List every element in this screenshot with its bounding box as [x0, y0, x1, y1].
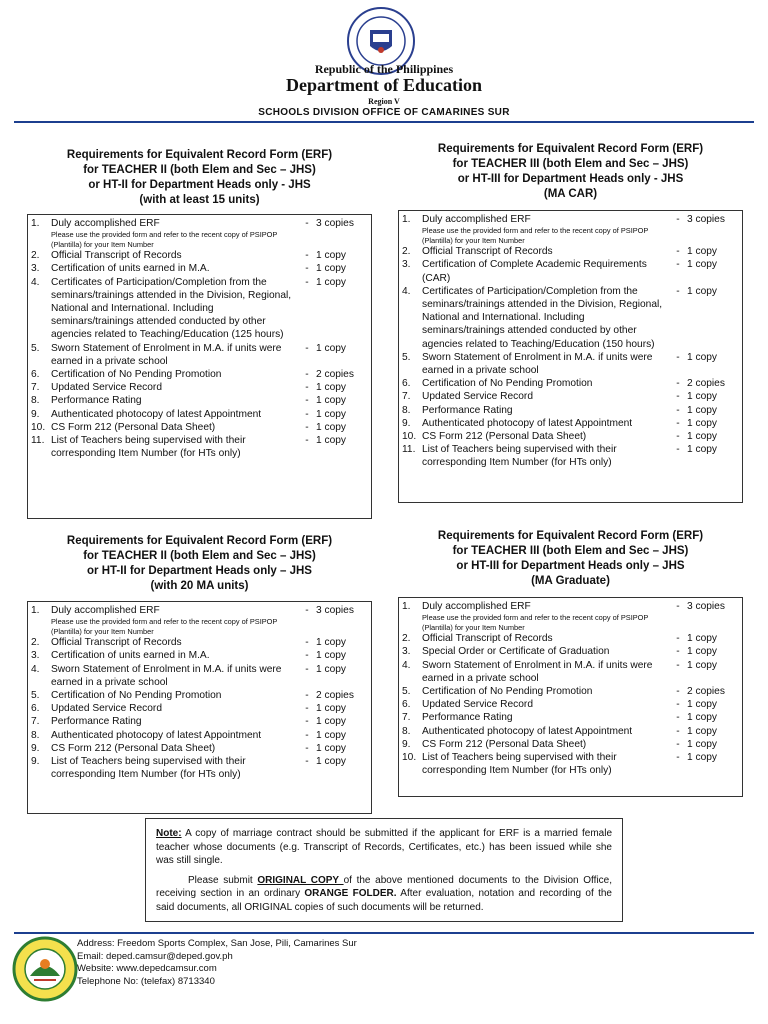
item-text [422, 725, 669, 738]
item-copies: 1 copy [687, 659, 718, 671]
item-copies: 1 copy [316, 263, 347, 275]
requirement-item [31, 394, 368, 407]
requirement-item [31, 715, 368, 728]
item-number: 8. [402, 404, 411, 416]
requirement-item [402, 213, 739, 245]
erf-section-teacher3-magrad [398, 529, 743, 589]
item-copies: 1 copy [687, 431, 718, 443]
item-copies: 1 copy [687, 725, 718, 737]
requirement-item [31, 636, 368, 649]
item-number: 3. [402, 259, 411, 271]
section-title: Requirements for Equivalent Record Form (ERF) for TEACHER III (both Elem and Sec – JHS) or HT-III for Department Heads only – JHS (MA Graduate) [437, 530, 704, 587]
item-dash: - [676, 738, 680, 750]
item-copies: 1 copy [316, 742, 347, 754]
note-text: Please submit [188, 874, 258, 886]
item-copies: 1 copy [316, 637, 347, 649]
item-dash: - [305, 605, 309, 616]
item-number: 1. [31, 218, 40, 229]
item-label: Certification of units earned in M.A. [51, 263, 210, 275]
item-number: 6. [31, 369, 40, 381]
item-number: 5. [402, 686, 411, 698]
item-number: 1. [402, 214, 411, 225]
item-label: CS Form 212 (Personal Data Sheet) [51, 421, 216, 433]
item-text [51, 368, 298, 381]
requirement-item [402, 417, 739, 430]
item-number: 7. [31, 382, 40, 394]
item-text [422, 698, 669, 711]
item-text [422, 390, 669, 403]
item-label: Performance Rating [422, 404, 513, 416]
item-label: Duly accomplished ERF [51, 605, 160, 616]
item-number: 11. [31, 435, 45, 447]
requirement-item [31, 604, 368, 636]
item-text [422, 751, 669, 777]
requirement-item [402, 698, 739, 711]
item-text [51, 604, 298, 636]
requirement-item [402, 351, 739, 377]
item-dash: - [305, 690, 309, 702]
item-copies: 1 copy [316, 421, 347, 433]
item-subnote: Please use the provided form and refer to the recent copy of PSIPOP (Plantilla) for your Item Number [51, 230, 278, 249]
header-divider [14, 121, 754, 123]
requirement-item [31, 217, 368, 249]
item-text [51, 663, 298, 689]
item-label: Certification of No Pending Promotion [422, 378, 593, 390]
item-copies: 1 copy [687, 712, 718, 724]
note-box [145, 818, 623, 922]
item-copies: 1 copy [316, 250, 347, 262]
item-text [51, 217, 298, 249]
item-dash: - [676, 351, 680, 363]
item-text [422, 377, 669, 390]
republic-label: Republic of the Philippines [314, 62, 454, 76]
item-text [51, 381, 298, 394]
item-number: 7. [31, 716, 40, 728]
item-label: Duly accomplished ERF [422, 601, 531, 612]
section-title: Requirements for Equivalent Record Form (ERF) for TEACHER II (both Elem and Sec – JHS) or HT-II for Department Heads only - JHS (with at least 15 units) [66, 149, 333, 206]
item-copies: 1 copy [316, 382, 347, 394]
item-copies: 1 copy [316, 342, 347, 354]
item-copies: 2 copies [316, 369, 354, 381]
item-label: Certification of No Pending Promotion [51, 690, 222, 702]
requirements-list [398, 210, 743, 503]
requirement-item [402, 600, 739, 632]
requirement-item [31, 276, 368, 342]
item-dash: - [305, 421, 309, 433]
requirement-item [402, 725, 739, 738]
requirement-item [31, 649, 368, 662]
contact-info [77, 938, 357, 988]
item-label: Authenticated photocopy of latest Appointment [51, 729, 262, 741]
item-number: 3. [31, 650, 40, 662]
item-number: 7. [402, 712, 411, 724]
item-number: 4. [31, 663, 40, 675]
item-dash: - [305, 729, 309, 741]
item-number: 3. [402, 646, 411, 658]
item-number: 8. [31, 395, 40, 407]
item-number: 9. [402, 417, 411, 429]
requirement-item [31, 262, 368, 275]
requirement-item [402, 738, 739, 751]
item-label: Sworn Statement of Enrolment in M.A. if units were earned in a private school [422, 659, 653, 684]
item-text [51, 689, 298, 702]
item-number: 1. [402, 601, 411, 612]
item-text [422, 685, 669, 698]
item-label: CS Form 212 (Personal Data Sheet) [422, 431, 587, 443]
item-label: Updated Service Record [51, 703, 162, 715]
item-subnote: Please use the provided form and refer to the recent copy of PSIPOP (Plantilla) for your Item Number [422, 613, 649, 632]
item-dash: - [676, 431, 680, 443]
item-label: Certification of Complete Academic Requirements (CAR) [422, 259, 647, 284]
item-dash: - [676, 444, 680, 456]
item-label: Authenticated photocopy of latest Appointment [422, 725, 633, 737]
item-number: 7. [402, 391, 411, 403]
item-dash: - [305, 218, 309, 229]
item-dash: - [305, 395, 309, 407]
item-number: 4. [402, 659, 411, 671]
item-label: Updated Service Record [51, 382, 162, 394]
item-copies: 1 copy [316, 716, 347, 728]
item-text [422, 258, 669, 284]
item-label: Certificates of Participation/Completion from the seminars/trainings attended in the Division, Regional, National and International. Including seminars/trainings attended conducted by other agencies related to Teaching/Education (150 hours) [422, 285, 663, 350]
item-text [422, 600, 669, 632]
requirement-item [402, 645, 739, 658]
item-text [51, 434, 298, 460]
item-text [422, 285, 669, 351]
footer-divider [14, 932, 754, 934]
item-number: 9. [31, 408, 40, 420]
item-label: List of Teachers being supervised with their corresponding Item Number (for HTs only) [51, 435, 246, 460]
item-number: 1. [31, 605, 40, 616]
item-copies: 1 copy [687, 351, 718, 363]
section-title: Requirements for Equivalent Record Form (ERF) for TEACHER II (both Elem and Sec – JHS) or HT-II for Department Heads only – JHS (with 20 MA units) [66, 535, 333, 592]
item-dash: - [305, 276, 309, 288]
item-number: 11. [402, 444, 416, 456]
item-text [51, 342, 298, 368]
requirement-item [402, 685, 739, 698]
item-copies: 3 copies [687, 214, 725, 225]
item-dash: - [676, 752, 680, 764]
item-copies: 1 copy [316, 408, 347, 420]
item-text [51, 715, 298, 728]
requirement-item [402, 285, 739, 351]
office-label: SCHOOLS DIVISION OFFICE OF CAMARINES SUR [258, 107, 510, 118]
item-number: 2. [402, 633, 411, 645]
requirements-list [27, 601, 372, 814]
item-text [422, 417, 669, 430]
item-number: 4. [31, 276, 40, 288]
item-label: Official Transcript of Records [422, 633, 553, 645]
item-dash: - [676, 699, 680, 711]
item-dash: - [305, 703, 309, 715]
region-label: Region V [368, 97, 400, 106]
item-number: 9. [402, 738, 411, 750]
telephone-text: Telephone No: (telefax) 8713340 [77, 975, 215, 987]
item-copies: 1 copy [687, 444, 718, 456]
item-copies: 1 copy [687, 285, 718, 297]
item-dash: - [305, 663, 309, 675]
item-number: 2. [31, 637, 40, 649]
item-number: 10. [402, 752, 417, 764]
item-text [422, 213, 669, 245]
item-text [51, 636, 298, 649]
item-copies: 1 copy [316, 276, 347, 288]
item-label: Official Transcript of Records [51, 637, 182, 649]
item-label: List of Teachers being supervised with their corresponding Item Number (for HTs only) [422, 444, 617, 469]
item-copies: 3 copies [316, 218, 354, 229]
item-dash: - [305, 650, 309, 662]
item-copies: 1 copy [316, 663, 347, 675]
item-text [51, 729, 298, 742]
item-dash: - [676, 246, 680, 258]
item-copies: 1 copy [316, 703, 347, 715]
item-text [51, 262, 298, 275]
item-text [422, 659, 669, 685]
item-label: Updated Service Record [422, 699, 533, 711]
requirement-item [31, 434, 368, 460]
item-label: Authenticated photocopy of latest Appointment [51, 408, 262, 420]
requirement-item [402, 751, 739, 777]
requirement-item [402, 659, 739, 685]
item-text [422, 245, 669, 258]
requirement-item [31, 421, 368, 434]
item-dash: - [676, 601, 680, 612]
item-text [51, 755, 298, 781]
item-number: 4. [402, 285, 411, 297]
requirement-item [402, 258, 739, 284]
requirement-item [31, 663, 368, 689]
section-title: Requirements for Equivalent Record Form (ERF) for TEACHER III (both Elem and Sec – JHS) or HT-III for Department Heads only - JHS (MA CAR) [437, 143, 704, 200]
note-text: A copy of marriage contract should be submitted if the applicant for ERF is a married female teacher whose documents (e.g. Transcript of Records, Certificates, etc.) has been issued while she was still single. [156, 828, 612, 866]
item-copies: 1 copy [687, 646, 718, 658]
item-text [51, 394, 298, 407]
item-number: 5. [31, 690, 40, 702]
requirement-item [31, 755, 368, 781]
item-label: List of Teachers being supervised with their corresponding Item Number (for HTs only) [422, 752, 617, 777]
item-copies: 1 copy [687, 404, 718, 416]
address-text: Address: Freedom Sports Complex, San Jose, Pili, Camarines Sur [77, 938, 357, 949]
requirement-item [31, 408, 368, 421]
item-number: 8. [31, 729, 40, 741]
item-label: Certification of No Pending Promotion [51, 369, 222, 381]
item-number: 10. [31, 421, 46, 433]
requirement-item [31, 368, 368, 381]
item-number: 6. [31, 703, 40, 715]
requirement-item [402, 711, 739, 724]
requirement-item [31, 342, 368, 368]
item-label: Official Transcript of Records [51, 250, 182, 262]
item-copies: 1 copy [687, 738, 718, 750]
department-title: Department of Education [286, 75, 482, 95]
item-dash: - [305, 756, 309, 768]
item-text [422, 738, 669, 751]
requirement-item [402, 443, 739, 469]
erf-section-teacher2-15units [27, 148, 372, 208]
requirement-item [402, 390, 739, 403]
item-number: 9. [31, 742, 40, 754]
item-dash: - [676, 646, 680, 658]
item-dash: - [305, 250, 309, 262]
note-emphasis: ORANGE FOLDER. [304, 888, 397, 899]
item-dash: - [305, 263, 309, 275]
requirement-item [402, 404, 739, 417]
item-label: Certificates of Participation/Completion from the seminars/trainings attended in the Division, Regional, National and International. Including seminars/trainings attended conducted by other agencies related to Teaching/Education (125 hours) [51, 276, 292, 341]
item-label: Updated Service Record [422, 391, 533, 403]
item-copies: 2 copies [687, 378, 725, 390]
requirement-item [402, 245, 739, 258]
item-dash: - [676, 214, 680, 225]
item-number: 5. [402, 351, 411, 363]
item-number: 6. [402, 699, 411, 711]
item-dash: - [305, 742, 309, 754]
item-text [422, 645, 669, 658]
item-copies: 1 copy [687, 391, 718, 403]
item-copies: 1 copy [316, 729, 347, 741]
item-subnote: Please use the provided form and refer to the recent copy of PSIPOP (Plantilla) for your Item Number [422, 226, 649, 245]
item-dash: - [305, 369, 309, 381]
requirement-item [31, 702, 368, 715]
item-copies: 1 copy [316, 756, 347, 768]
item-label: Performance Rating [422, 712, 513, 724]
item-label: Certification of units earned in M.A. [51, 650, 210, 662]
item-text [51, 276, 298, 342]
item-copies: 1 copy [687, 246, 718, 258]
email-text[interactable]: Email: deped.camsur@deped.gov.ph [77, 950, 233, 962]
requirement-item [402, 377, 739, 390]
requirement-item [31, 381, 368, 394]
item-text [51, 702, 298, 715]
item-number: 2. [31, 250, 40, 262]
requirement-item [31, 742, 368, 755]
item-dash: - [676, 725, 680, 737]
item-text [51, 649, 298, 662]
item-text [422, 632, 669, 645]
website-text[interactable]: Website: www.depedcamsur.com [77, 963, 217, 974]
item-dash: - [676, 378, 680, 390]
item-number: 9. [31, 756, 40, 768]
item-text [422, 443, 669, 469]
item-text [51, 421, 298, 434]
item-copies: 1 copy [316, 650, 347, 662]
requirement-item [31, 729, 368, 742]
item-text [51, 408, 298, 421]
item-dash: - [305, 382, 309, 394]
note-emphasis: ORIGINAL COPY [257, 874, 344, 886]
item-text [422, 351, 669, 377]
requirement-item [402, 632, 739, 645]
division-logo-icon [12, 936, 78, 1002]
note-text: of the above mentioned documents to the Division Office, receiving section in an ordinary [156, 874, 612, 899]
item-dash: - [305, 716, 309, 728]
item-label: Duly accomplished ERF [51, 218, 160, 229]
item-copies: 1 copy [687, 417, 718, 429]
erf-section-teacher3-macar [398, 142, 743, 202]
item-label: CS Form 212 (Personal Data Sheet) [51, 742, 216, 754]
requirements-list [27, 214, 372, 519]
item-text [422, 711, 669, 724]
item-text [422, 404, 669, 417]
item-number: 3. [31, 263, 40, 275]
item-text [422, 430, 669, 443]
item-copies: 1 copy [687, 259, 718, 271]
item-label: Certification of No Pending Promotion [422, 686, 593, 698]
item-dash: - [676, 686, 680, 698]
item-label: List of Teachers being supervised with their corresponding Item Number (for HTs only) [51, 756, 246, 781]
item-dash: - [305, 435, 309, 447]
requirement-item [402, 430, 739, 443]
item-copies: 1 copy [687, 699, 718, 711]
item-copies: 3 copies [687, 601, 725, 612]
requirement-item [31, 689, 368, 702]
item-dash: - [305, 637, 309, 649]
item-dash: - [676, 633, 680, 645]
item-copies: 2 copies [316, 690, 354, 702]
item-copies: 1 copy [687, 633, 718, 645]
item-number: 2. [402, 246, 411, 258]
item-label: CS Form 212 (Personal Data Sheet) [422, 738, 587, 750]
erf-section-teacher2-20units [27, 534, 372, 594]
item-label: Sworn Statement of Enrolment in M.A. if units were earned in a private school [51, 663, 282, 688]
item-copies: 3 copies [316, 605, 354, 616]
item-copies: 1 copy [687, 752, 718, 764]
item-text [51, 742, 298, 755]
item-label: Performance Rating [51, 395, 142, 407]
note-label: Note: [156, 828, 182, 839]
item-label: Sworn Statement of Enrolment in M.A. if units were earned in a private school [422, 351, 653, 377]
item-text [51, 249, 298, 262]
item-dash: - [676, 404, 680, 416]
item-copies: 1 copy [316, 435, 347, 447]
item-dash: - [676, 659, 680, 671]
requirements-list [398, 597, 743, 797]
item-dash: - [676, 417, 680, 429]
item-dash: - [676, 285, 680, 297]
item-subnote: Please use the provided form and refer to the recent copy of PSIPOP (Plantilla) for your Item Number [51, 617, 278, 636]
item-number: 5. [31, 342, 40, 354]
item-dash: - [676, 259, 680, 271]
item-label: Special Order or Certificate of Graduation [422, 646, 610, 658]
item-dash: - [676, 712, 680, 724]
item-label: Sworn Statement of Enrolment in M.A. if units were earned in a private school [51, 342, 282, 367]
item-label: Performance Rating [51, 716, 142, 728]
item-dash: - [676, 391, 680, 403]
item-number: 10. [402, 431, 417, 443]
item-number: 6. [402, 378, 411, 390]
item-label: Official Transcript of Records [422, 246, 553, 258]
item-copies: 1 copy [316, 395, 347, 407]
item-label: Authenticated photocopy of latest Appointment [422, 417, 633, 429]
note-text: After evaluation, notation and recording of the said documents, all ORIGINAL copies of such documents will be returned. [156, 888, 612, 913]
item-dash: - [305, 408, 309, 420]
item-copies: 2 copies [687, 686, 725, 698]
item-number: 8. [402, 725, 411, 737]
item-dash: - [305, 342, 309, 354]
item-label: Duly accomplished ERF [422, 214, 531, 225]
requirement-item [31, 249, 368, 262]
